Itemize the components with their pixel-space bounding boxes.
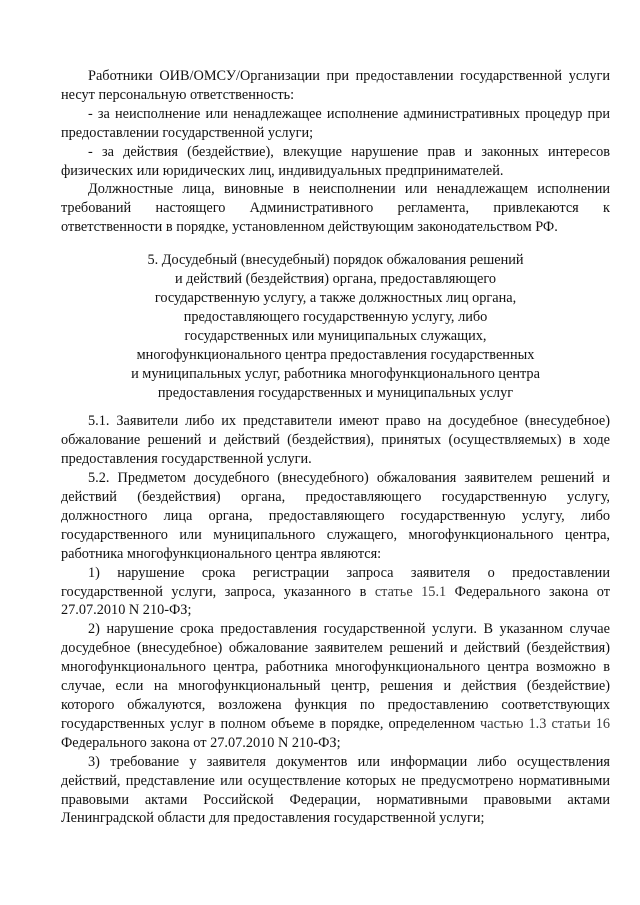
document-page — [61, 67, 610, 828]
heading-line: 5. Досудебный (внесудебный) порядок обжалования решений — [147, 252, 524, 269]
list-item-2 — [61, 620, 610, 752]
heading-line: и действий (бездействия) органа, предоставляющего — [174, 271, 497, 288]
clause-5-2: 5.2. Предметом досудебного (внесудебного) обжалования заявителем решений и действий (бездействия) органа, предоставляющего государственную услугу, должностного лица органа, предоставляющего государственную услугу, либо государственного или муниципального служащего, многофункционального центра, работника многофункционального центра являются: — [61, 470, 610, 562]
list-item-2-text: 2) нарушение срока предоставления государственной услуги. В указанном случае досудебное (внесудебное) обжалование заявителем решений и действий (бездействия) многофункционального центра, работника многофункционального центра возможно в случае, если на многофункциональный центр, решения и действия (бездействие) которого обжалуются, возложена функция по предоставлению соответствующих государственных услуг в полном объеме в порядке, определенном — [61, 621, 610, 732]
heading-line: и муниципальных услуг, работника многофункционального центра — [131, 365, 540, 382]
heading-line: предоставления государственных и муниципальных услуг — [157, 384, 514, 401]
responsibility-item-procedures: - за неисполнение или ненадлежащее исполнение административных процедур при предоставлении государственной услуги; — [61, 105, 610, 141]
list-item-2-text-end: Федерального закона от 27.07.2010 N 210-ФЗ; — [61, 734, 341, 751]
officials-liability-paragraph: Должностные лица, виновные в неисполнении или ненадлежащем исполнении требований настоящего Административного регламента, привлекаются к ответственности в порядке, установленном действующим законодательством РФ. — [61, 181, 610, 236]
heading-line: государственную услугу, а также должностных лиц органа, — [154, 289, 517, 306]
list-item-1-text-end: Федерального закона от 27.07.2010 N 210-ФЗ; — [61, 583, 611, 619]
clause-5-1: 5.1. Заявители либо их представители имеют право на досудебное (внесудебное) обжалование решений и действий (бездействия), принятых (осуществляемых) в ходе предоставления государственной услуги. — [61, 413, 610, 468]
section-5-heading — [61, 251, 610, 402]
law-reference-link[interactable]: статье 15.1 — [374, 583, 447, 600]
list-item-1-text: 1) нарушение срока регистрации запроса заявителя о предоставлении государственной услуги, запроса, указанного в — [61, 564, 610, 600]
list-item-1 — [61, 564, 610, 621]
heading-line: предоставляющего государственную услугу, либо — [183, 308, 488, 325]
law-reference-link[interactable]: частью 1.3 статьи 16 — [480, 715, 611, 732]
heading-line: государственных или муниципальных служащих, — [184, 327, 487, 344]
responsibility-item-actions: - за действия (бездействие), влекущие нарушение прав и законных интересов физических или юридических лиц, индивидуальных предпринимателей. — [61, 143, 610, 179]
list-item-3: 3) требование у заявителя документов или информации либо осуществления действий, представление или осуществление которых не предусмотрено нормативными правовыми актами Российской Федерации, нормативными правовыми актами Ленинградской области для предоставления государственной услуги; — [61, 753, 610, 827]
heading-line: многофункционального центра предоставления государственных — [136, 346, 535, 363]
responsibility-paragraph: Работники ОИВ/ОМСУ/Организации при предоставлении государственной услуги несут персональную ответственность: — [61, 68, 610, 103]
